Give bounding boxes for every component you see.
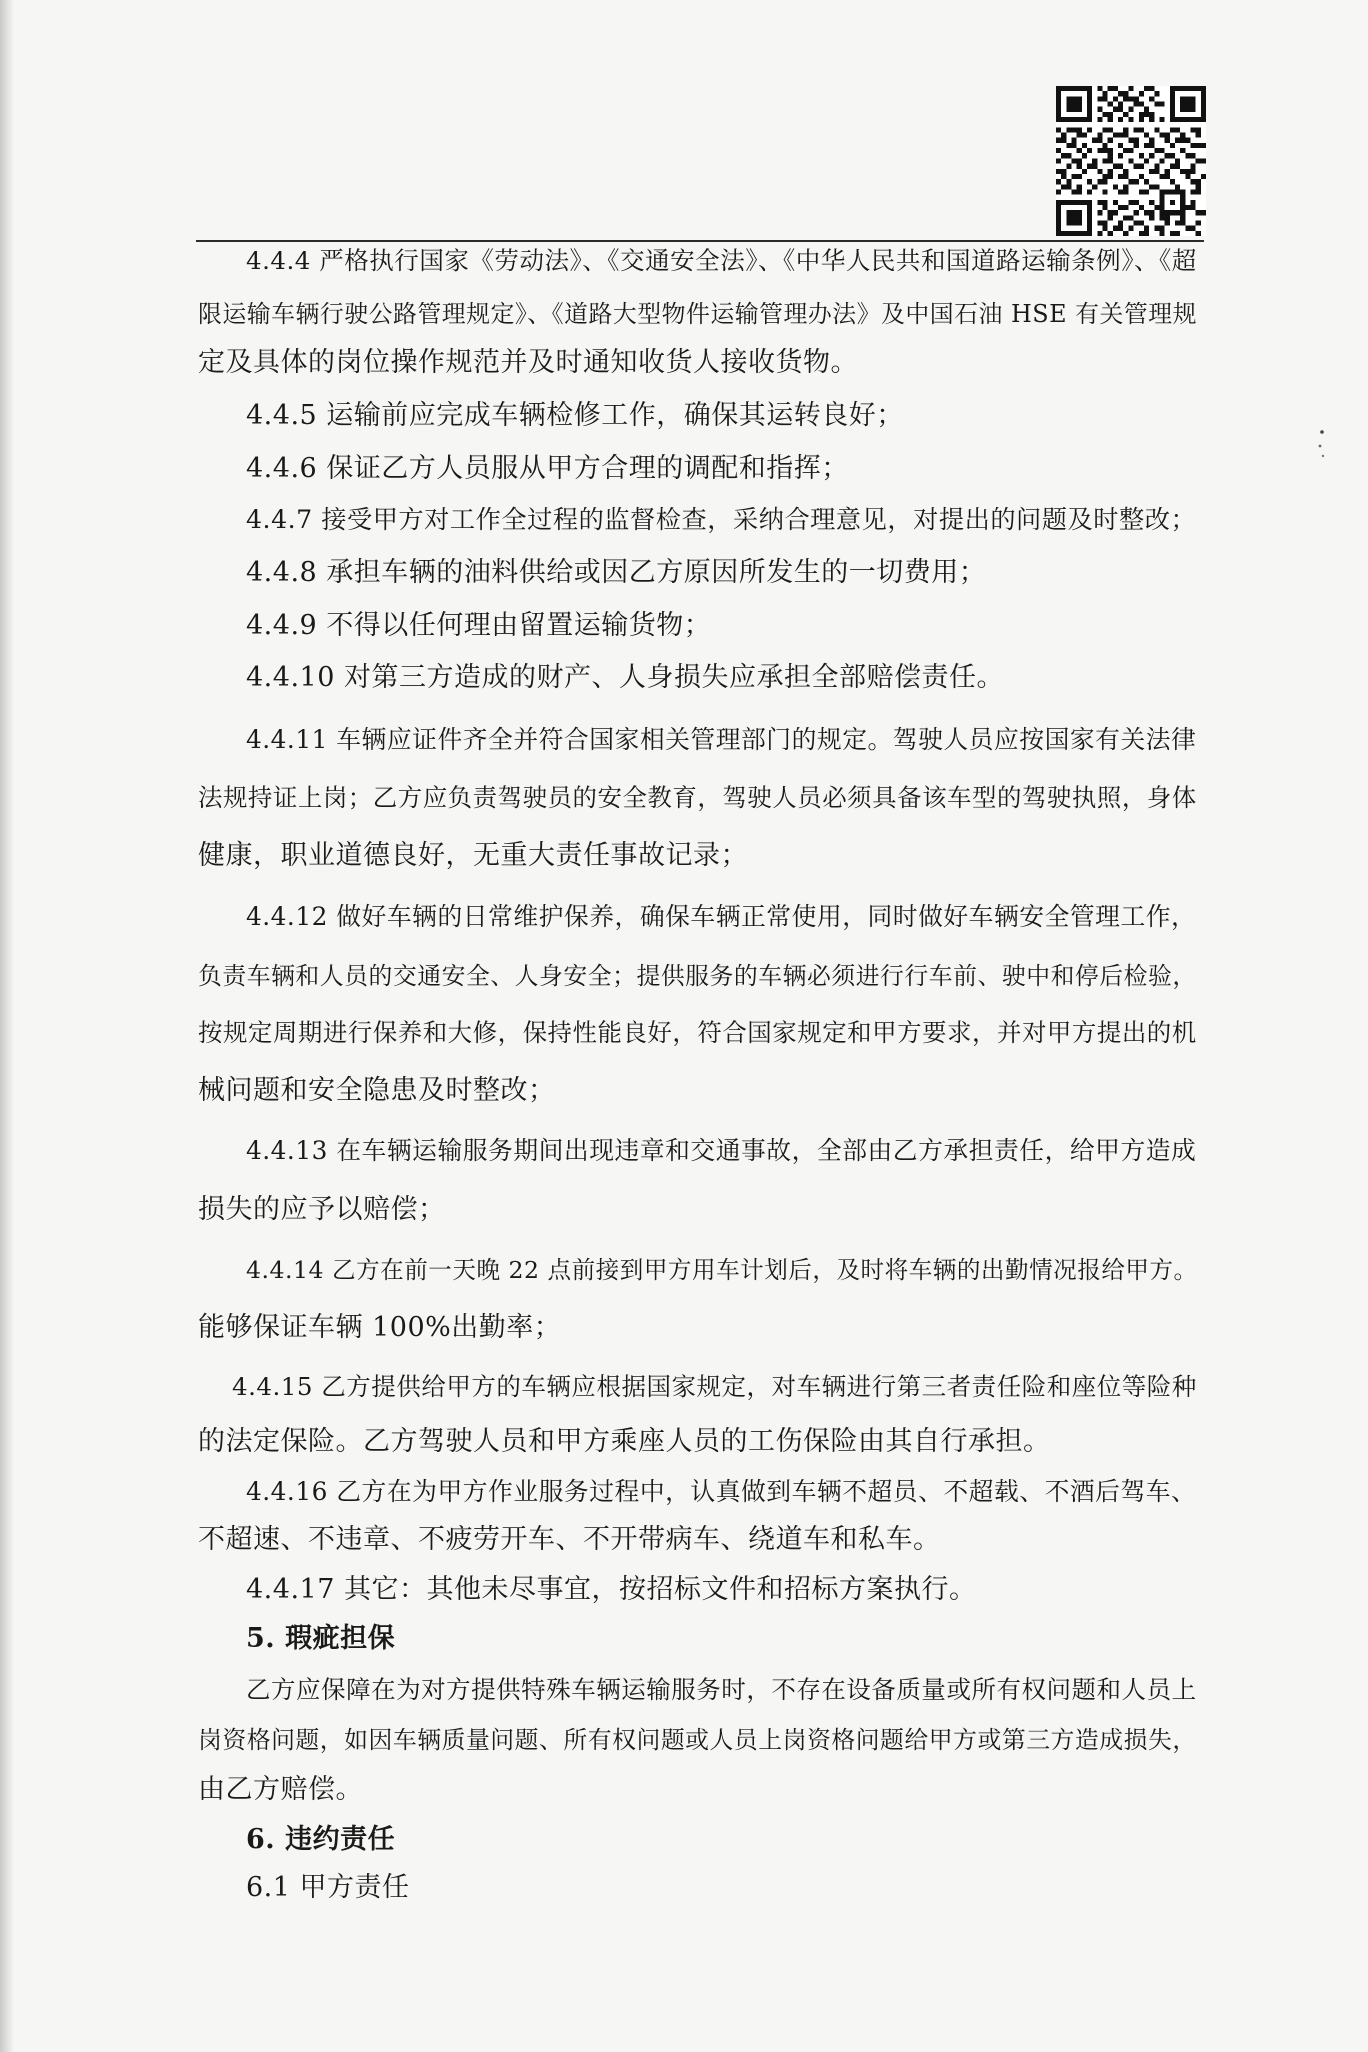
- clause-4-4-12-line-3: 按规定周期进行保养和大修，保持性能良好，符合国家规定和甲方要求，并对甲方提出的机: [198, 1018, 1197, 1047]
- clause-4-4-8: 4.4.8 承担车辆的油料供给或因乙方原因所发生的一切费用；: [246, 557, 987, 588]
- clause-4-4-13-line-1: 4.4.13 在车辆运输服务期间出现违章和交通事故，全部由乙方承担责任，给甲方造成: [246, 1136, 1197, 1165]
- section-5-line-2: 岗资格问题，如因车辆质量问题、所有权问题或人员上岗资格问题给甲方或第三方造成损失，: [198, 1726, 1197, 1754]
- section-6-heading: 6. 违约责任: [246, 1824, 396, 1855]
- clause-4-4-4-line-3: 定及具体的岗位操作规范并及时通知收货人接收货物。: [198, 347, 858, 378]
- clause-4-4-12-line-4: 械问题和安全隐患及时整改；: [198, 1075, 556, 1106]
- clause-4-4-11-line-3: 健康，职业道德良好，无重大责任事故记录；: [198, 840, 748, 871]
- clause-4-4-11-line-1: 4.4.11 车辆应证件齐全并符合国家相关管理部门的规定。驾驶人员应按国家有关法律: [246, 725, 1197, 754]
- clause-4-4-16-line-1: 4.4.16 乙方在为甲方作业服务过程中，认真做到车辆不超员、不超载、不酒后驾车、: [246, 1477, 1197, 1506]
- clause-4-4-4-line-2: 限运输车辆行驶公路管理规定》、《道路大型物件运输管理办法》及中国石油 HSE 有关管理规: [198, 300, 1198, 328]
- section-6-1-heading: 6.1 甲方责任: [246, 1872, 410, 1903]
- clause-4-4-15-line-2: 的法定保险。乙方驾驶人员和甲方乘座人员的工伤保险由其自行承担。: [198, 1426, 1051, 1457]
- section-5-heading: 5. 瑕疵担保: [246, 1623, 396, 1654]
- clause-4-4-14-line-2: 能够保证车辆 100%出勤率；: [198, 1312, 562, 1343]
- clause-4-4-13-line-2: 损失的应予以赔偿；: [198, 1194, 446, 1225]
- clause-4-4-12-line-2: 负责车辆和人员的交通安全、人身安全；提供服务的车辆必须进行行车前、驶中和停后检验，: [198, 962, 1197, 990]
- clause-4-4-10: 4.4.10 对第三方造成的财产、人身损失应承担全部赔偿责任。: [246, 662, 1004, 693]
- clause-4-4-7: 4.4.7 接受甲方对工作全过程的监督检查，采纳合理意见，对提出的问题及时整改；: [246, 505, 1197, 534]
- clause-4-4-14-line-1: 4.4.14 乙方在前一天晚 22 点前接到甲方用车计划后，及时将车辆的出勤情况报给甲方。: [246, 1256, 1198, 1284]
- section-5-line-1: 乙方应保障在为对方提供特殊车辆运输服务时，不存在设备质量或所有权问题和人员上: [246, 1675, 1197, 1704]
- clause-4-4-11-line-2: 法规持证上岗；乙方应负责驾驶员的安全教育，驾驶人员必须具备该车型的驾驶执照，身体: [198, 783, 1197, 812]
- clause-4-4-17: 4.4.17 其它：其他未尽事宜，按招标文件和招标方案执行。: [246, 1574, 977, 1605]
- clause-4-4-6: 4.4.6 保证乙方人员服从甲方合理的调配和指挥；: [246, 453, 849, 484]
- clause-4-4-4-line-1: 4.4.4 严格执行国家《劳动法》、《交通安全法》、《中华人民共和国道路运输条例》、《超: [246, 246, 1197, 275]
- section-5-line-3: 由乙方赔偿。: [198, 1774, 363, 1805]
- clause-4-4-16-line-2: 不超速、不违章、不疲劳开车、不开带病车、绕道车和私车。: [198, 1524, 941, 1555]
- clause-4-4-9: 4.4.9 不得以任何理由留置运输货物；: [246, 610, 712, 641]
- clause-4-4-12-line-1: 4.4.12 做好车辆的日常维护保养，确保车辆正常使用，同时做好车辆安全管理工作，: [246, 902, 1197, 931]
- clause-4-4-15-line-1: 4.4.15 乙方提供给甲方的车辆应根据国家规定，对车辆进行第三者责任险和座位等险种: [232, 1372, 1197, 1401]
- clause-4-4-5: 4.4.5 运输前应完成车辆检修工作，确保其运转良好；: [246, 400, 904, 431]
